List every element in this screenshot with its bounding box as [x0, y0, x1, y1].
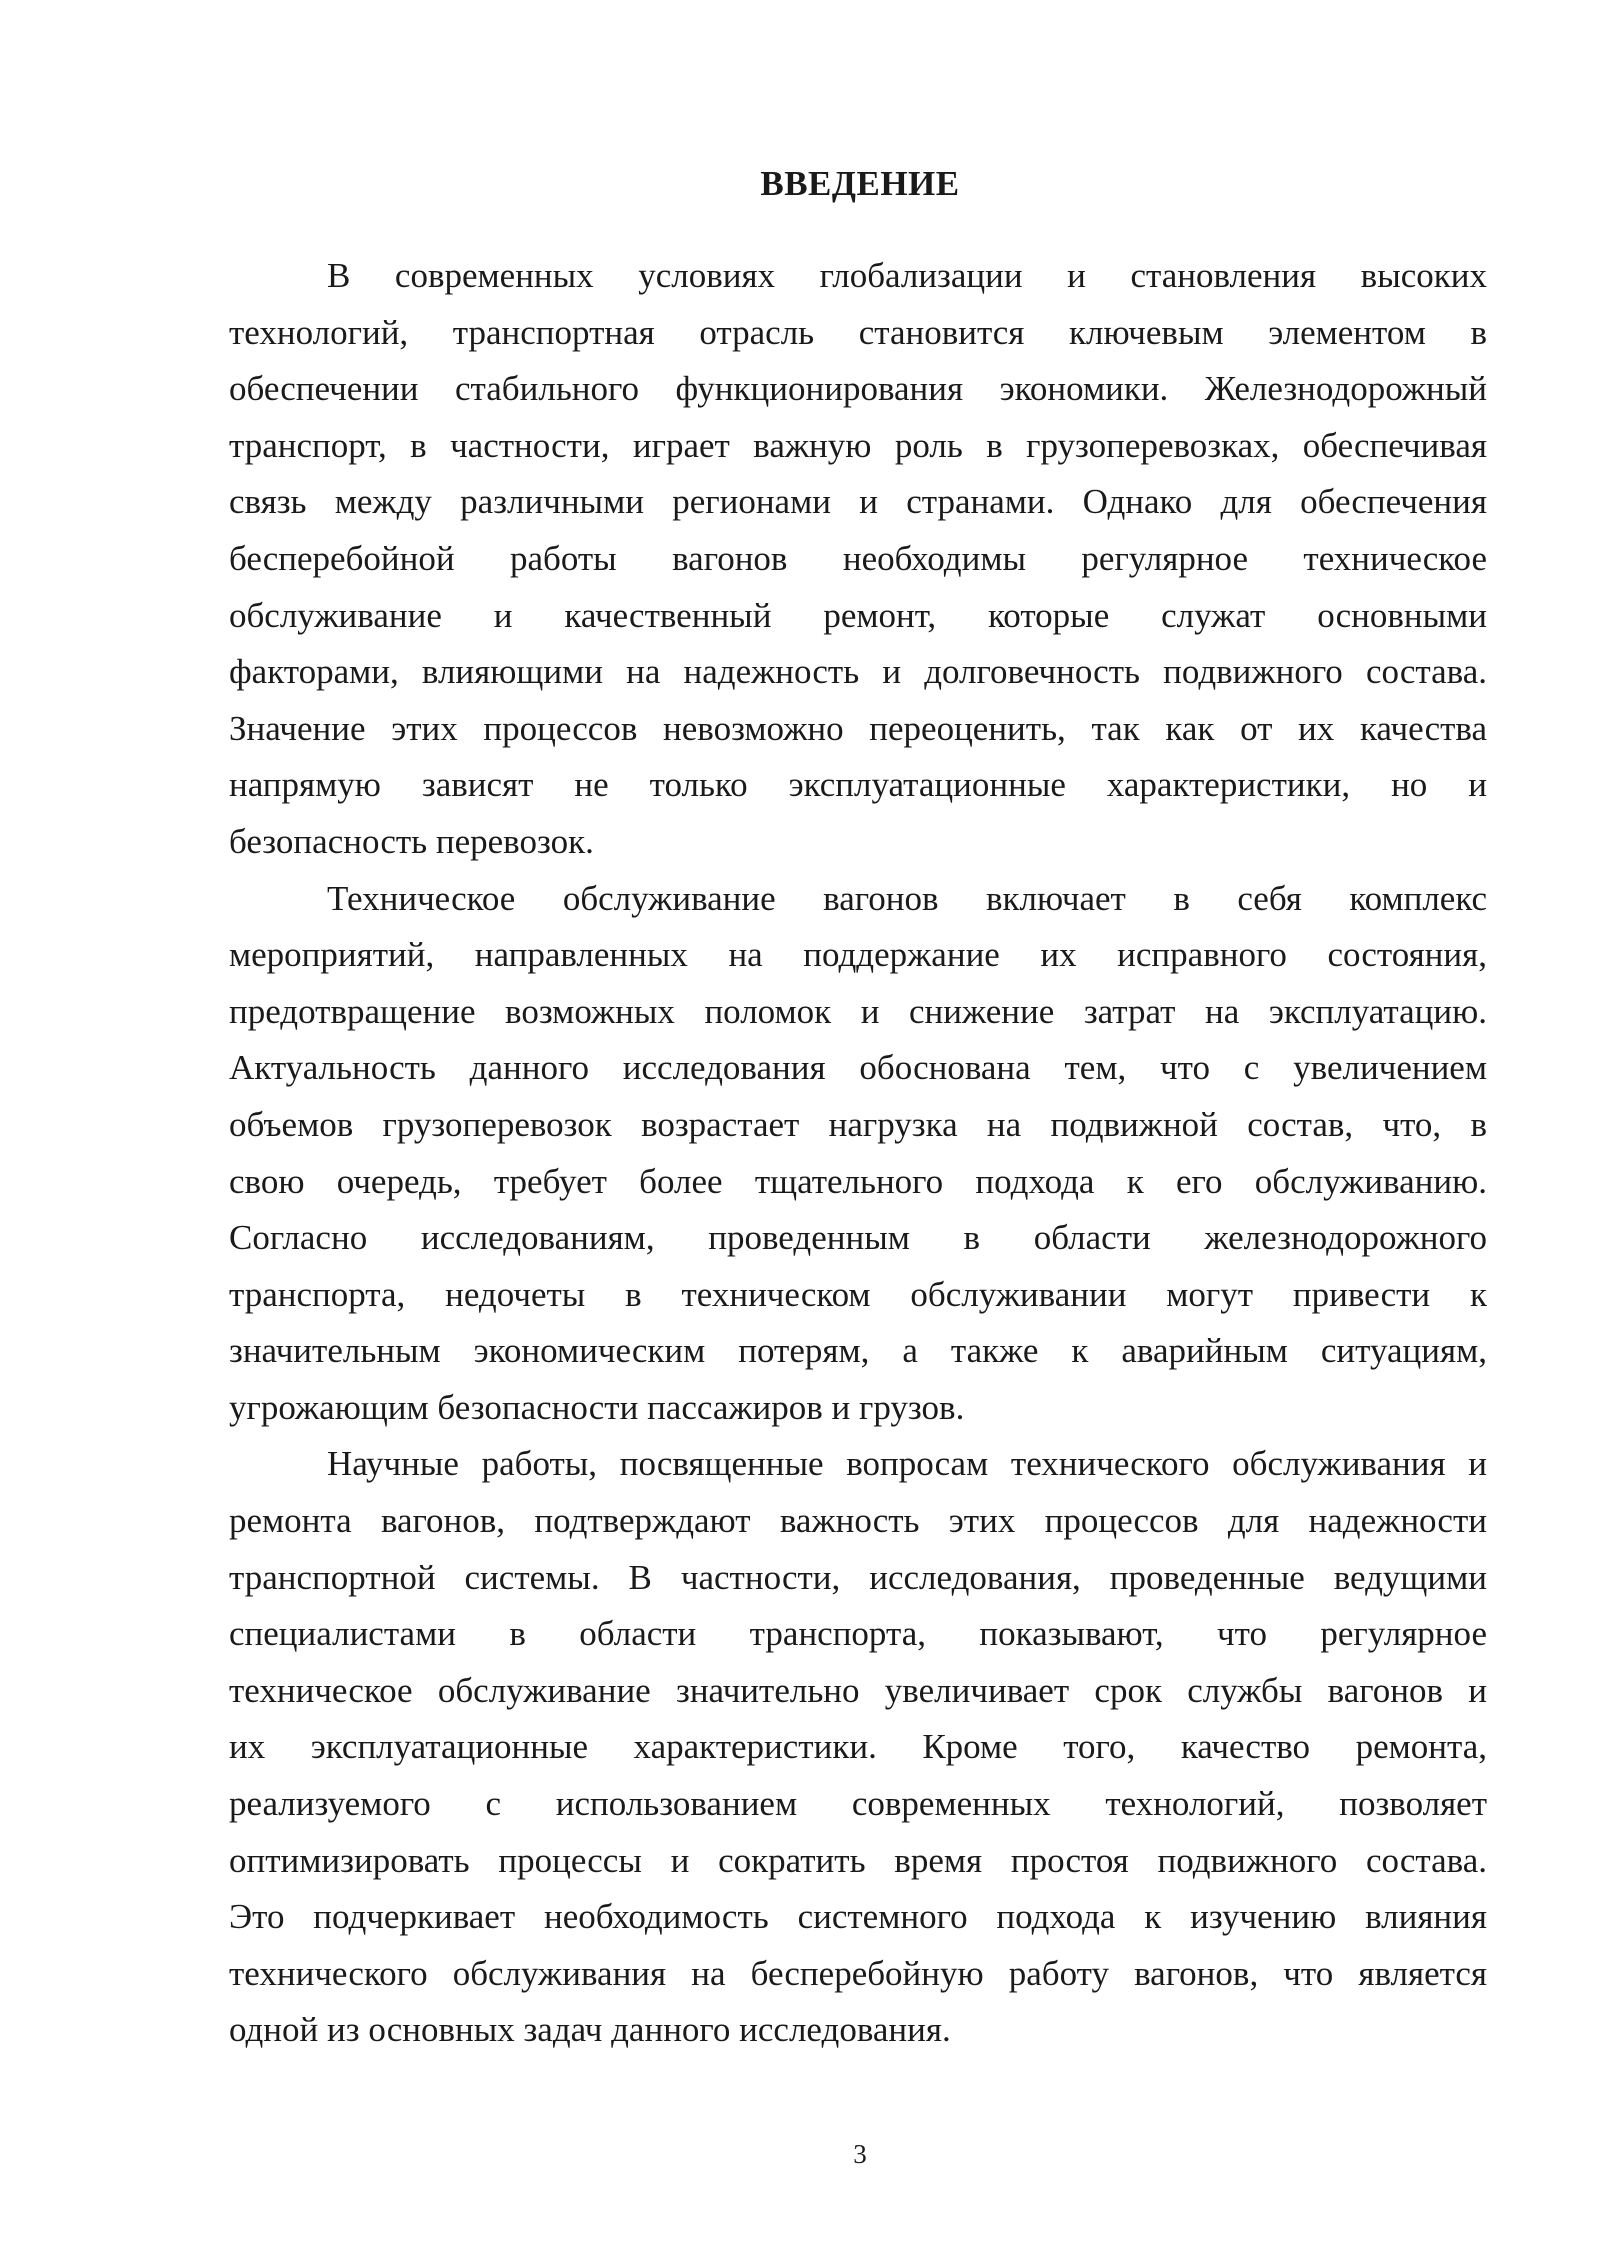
text-line: напрямую зависят не только эксплуатационные характеристики, но и — [229, 765, 1487, 805]
text-line: оптимизировать процессы и сократить время простоя подвижного состава. — [229, 1840, 1487, 1880]
text-line: одной из основных задач данного исследования. — [229, 2010, 951, 2050]
text-line: технологий, транспортная отрасль становится ключевым элементом в — [229, 312, 1487, 352]
text-line: свою очередь, требует более тщательного подхода к его обслуживанию. — [229, 1161, 1487, 1201]
text-line: технического обслуживания на бесперебойную работу вагонов, что является — [229, 1953, 1487, 1993]
text-line: Техническое обслуживание вагонов включает в себя комплекс — [327, 878, 1487, 918]
text-line: связь между различными регионами и странами. Однако для обеспечения — [229, 482, 1487, 522]
text-line: техническое обслуживание значительно увеличивает срок службы вагонов и — [229, 1670, 1487, 1710]
text-line: значительным экономическим потерям, а также к аварийным ситуациям, — [229, 1331, 1487, 1371]
text-line: ремонта вагонов, подтверждают важность этих процессов для надежности — [229, 1501, 1487, 1541]
page-title: ВВЕДЕНИЕ — [760, 164, 960, 203]
text-line: угрожающим безопасности пассажиров и грузов. — [229, 1387, 965, 1427]
text-line: Научные работы, посвященные вопросам технического обслуживания и — [327, 1444, 1487, 1484]
text-line: специалистами в области транспорта, показывают, что регулярное — [229, 1614, 1487, 1654]
text-line: их эксплуатационные характеристики. Кроме того, качество ремонта, — [229, 1727, 1487, 1767]
text-line: обеспечении стабильного функционирования экономики. Железнодорожный — [229, 369, 1487, 409]
document-body — [229, 248, 1487, 2059]
text-line: Это подчеркивает необходимость системного подхода к изучению влияния — [229, 1897, 1487, 1937]
text-line: обслуживание и качественный ремонт, которые служат основными — [229, 595, 1487, 635]
text-line: транспорта, недочеты в техническом обслуживании могут привести к — [229, 1274, 1487, 1314]
text-line: предотвращение возможных поломок и снижение затрат на эксплуатацию. — [229, 991, 1487, 1031]
text-line: мероприятий, направленных на поддержание их исправного состояния, — [229, 935, 1487, 975]
text-line: Актуальность данного исследования обоснована тем, что с увеличением — [229, 1048, 1487, 1088]
text-line: реализуемого с использованием современных технологий, позволяет — [229, 1784, 1487, 1824]
page-number: 3 — [853, 2139, 867, 2169]
text-line: Согласно исследованиям, проведенным в области железнодорожного — [229, 1218, 1487, 1258]
text-line: объемов грузоперевозок возрастает нагрузка на подвижной состав, что, в — [229, 1104, 1487, 1144]
paragraph — [229, 871, 1487, 1437]
paragraph — [229, 1436, 1487, 2059]
text-line: бесперебойной работы вагонов необходимы регулярное техническое — [229, 538, 1487, 578]
text-line: транспортной системы. В частности, исследования, проведенные ведущими — [229, 1557, 1487, 1597]
text-line: В современных условиях глобализации и становления высоких — [327, 256, 1487, 295]
text-line: факторами, влияющими на надежность и долговечность подвижного состава. — [229, 652, 1487, 692]
text-line: транспорт, в частности, играет важную роль в грузоперевозках, обеспечивая — [229, 425, 1487, 465]
text-line: безопасность перевозок. — [229, 821, 594, 861]
text-line: Значение этих процессов невозможно переоценить, так как от их качества — [229, 708, 1487, 748]
paragraph — [229, 248, 1487, 871]
